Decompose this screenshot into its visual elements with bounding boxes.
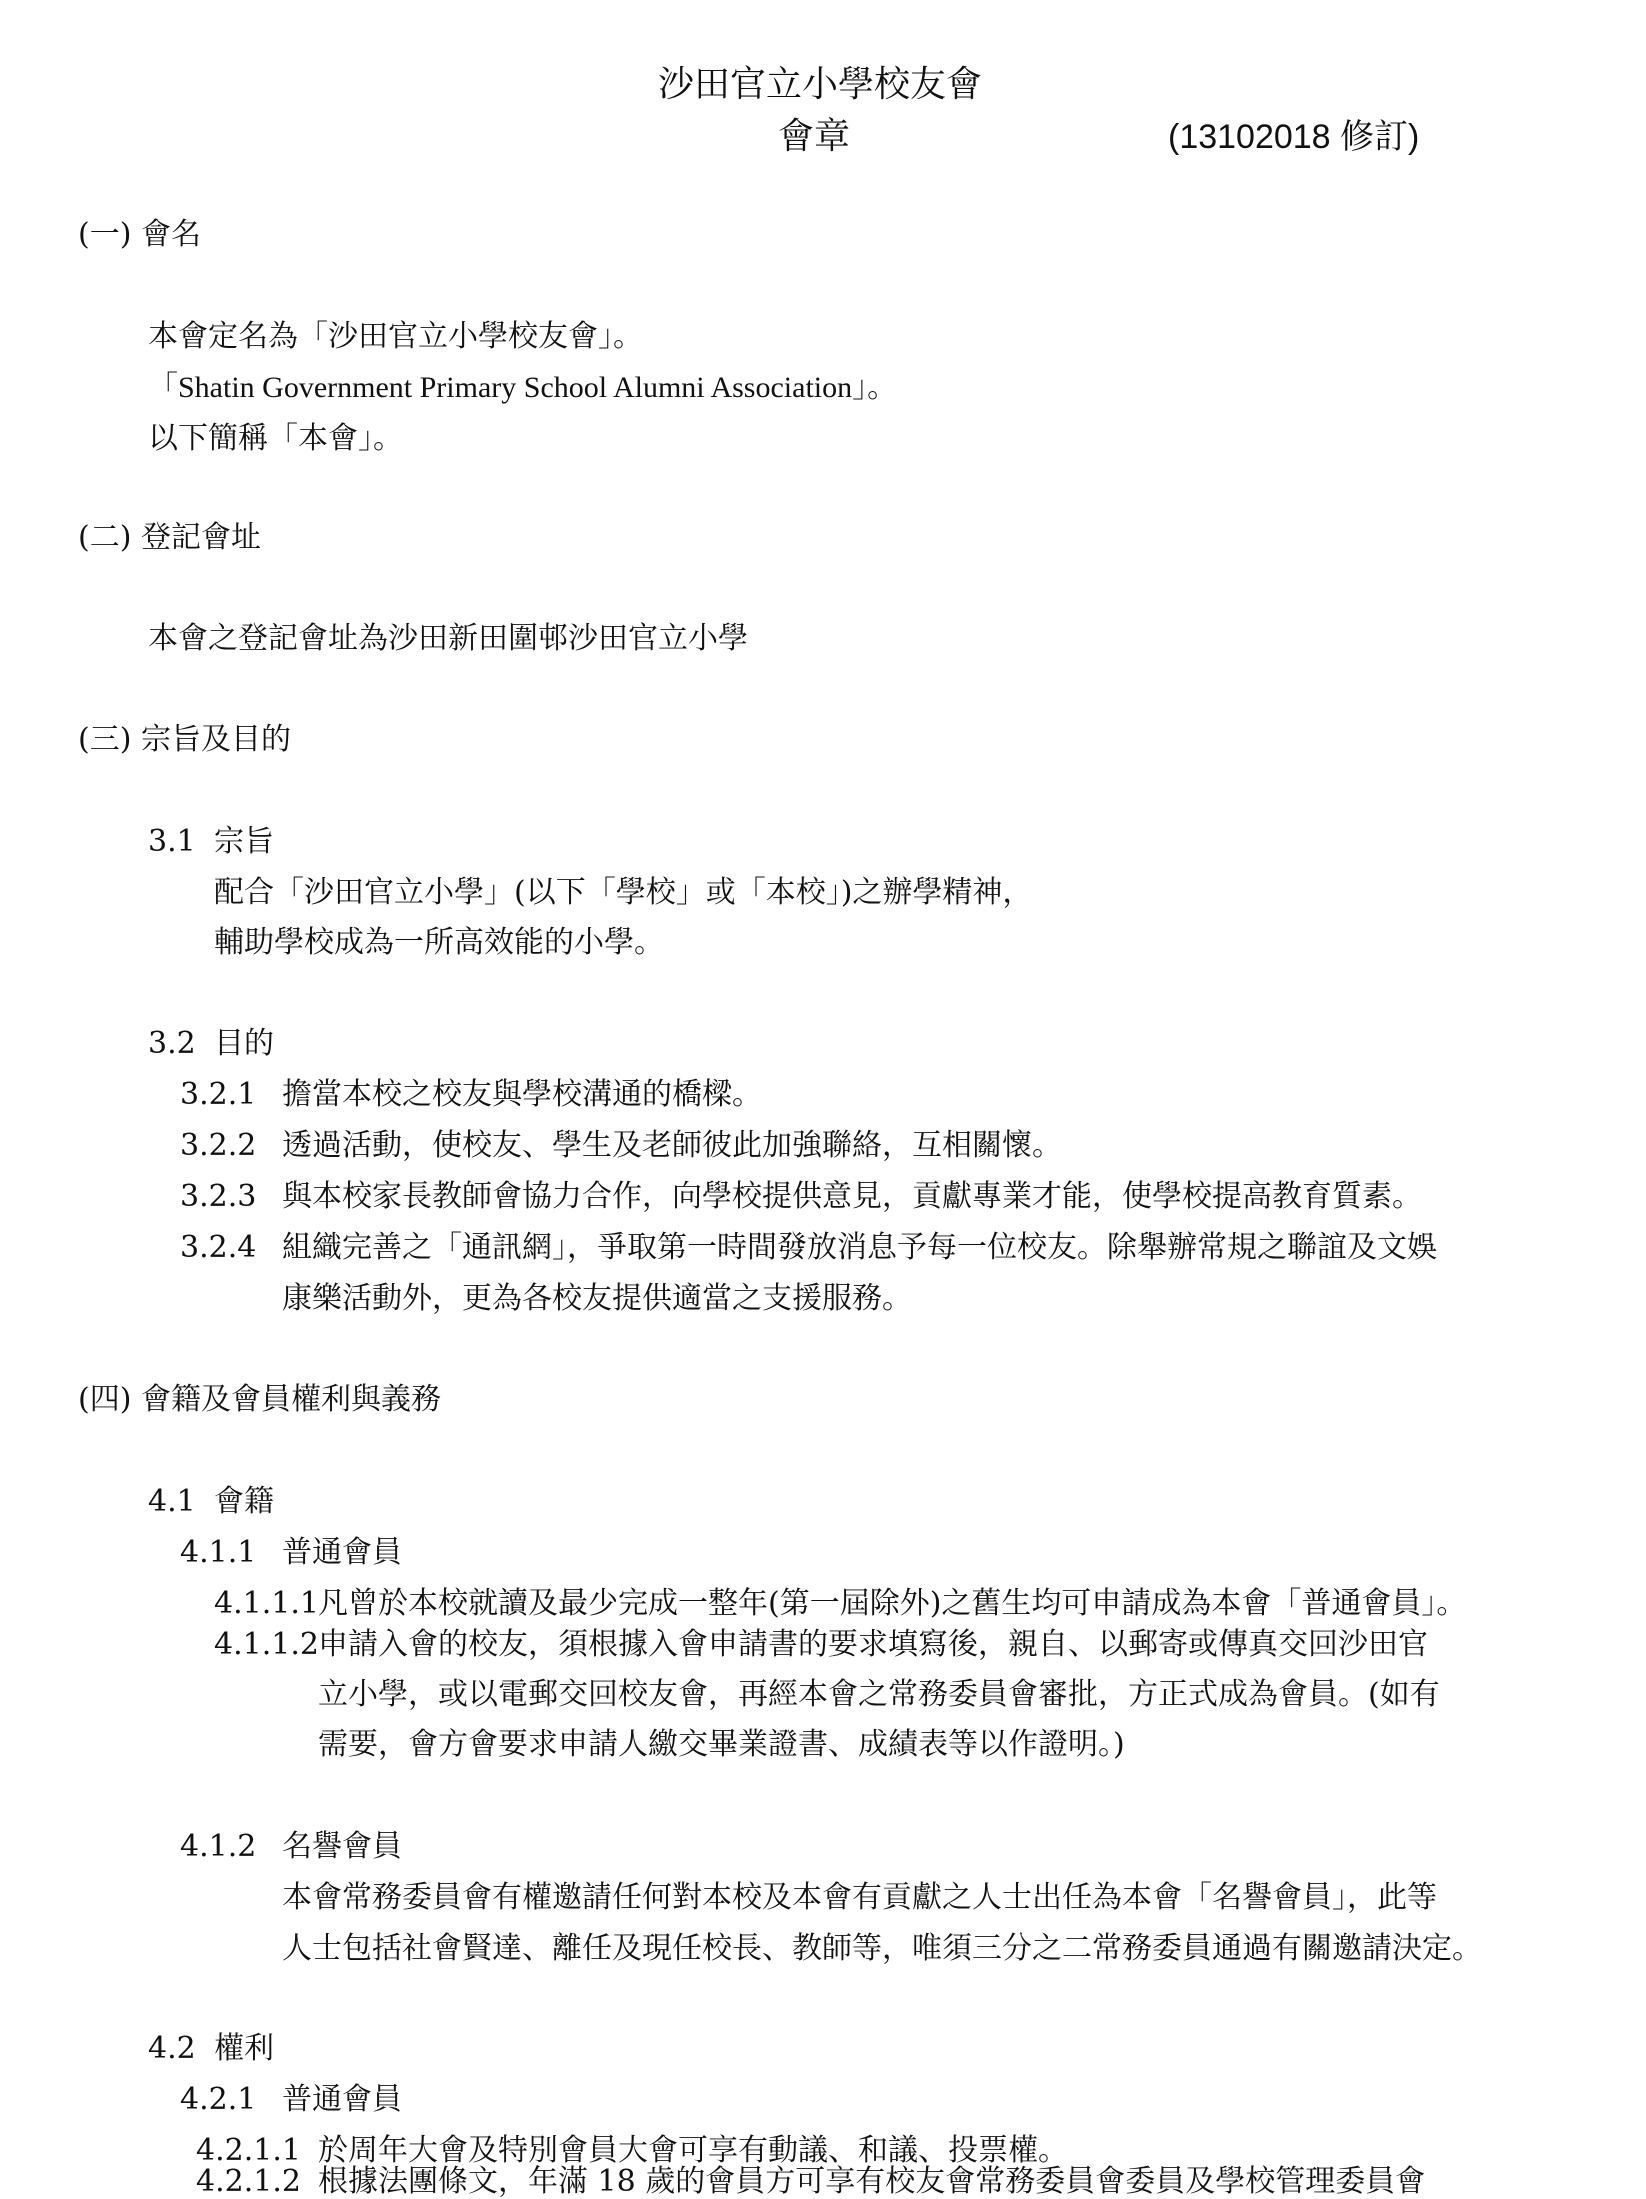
list-item-continuation: 立小學，或以電郵交回校友會，再經本會之常務委員會審批，方正式成為會員。(如有 (318, 1677, 1440, 1712)
document-subtitle: 會章 (778, 116, 851, 157)
clause-number: 3.2.3 (180, 1179, 257, 1214)
clause-number: 4.1.1.2 (214, 1627, 319, 1662)
clause-number: 4.1.2 (180, 1829, 257, 1864)
clause-title: 會籍 (214, 1484, 274, 1519)
clause-number: 4.1.1.1 (214, 1586, 319, 1621)
list-item: 凡曾於本校就讀及最少完成一整年(第一屆除外)之舊生均可申請成為本會「普通會員」。 (318, 1586, 1467, 1621)
revision-date: (13102018 修訂) (1168, 118, 1420, 156)
list-item: 透過活動，使校友、學生及老師彼此加強聯絡，互相關懷。 (282, 1128, 1062, 1163)
clause-title: 名譽會員 (282, 1829, 402, 1864)
paragraph-line: 本會常務委員會有權邀請任何對本校及本會有貢獻之人士出任為本會「名譽會員」，此等 (282, 1880, 1437, 1915)
clause-number: 3.2.1 (180, 1077, 257, 1112)
paragraph-line: 配合「沙田官立小學」(以下「學校」或「本校」)之辦學精神， (214, 875, 1033, 910)
clause-number: 3.2.2 (180, 1128, 257, 1163)
list-item-continuation: 需要，會方會要求申請人繳交畢業證書、成績表等以作證明。) (318, 1727, 1125, 1762)
section-heading: (一) 會名 (78, 217, 201, 252)
list-item: 申請入會的校友，須根據入會申請書的要求填寫後，親自、以郵寄或傳真交回沙田官 (318, 1627, 1428, 1662)
section-heading: (三) 宗旨及目的 (78, 722, 291, 757)
paragraph-line: 輔助學校成為一所高效能的小學。 (214, 925, 664, 960)
clause-title: 普通會員 (282, 1535, 402, 1570)
list-item-continuation: 康樂活動外，更為各校友提供適當之支援服務。 (282, 1281, 912, 1316)
paragraph-line: 「Shatin Government Primary School Alumni Association」。 (148, 371, 898, 404)
clause-number: 4.1.1 (180, 1535, 257, 1570)
list-item: 擔當本校之校友與學校溝通的橋樑。 (282, 1077, 762, 1112)
paragraph-line: 以下簡稱「本會」。 (148, 421, 403, 456)
clause-number: 4.2.1.1 (196, 2133, 301, 2168)
clause-title: 權利 (214, 2031, 274, 2066)
clause-title: 普通會員 (282, 2082, 402, 2117)
clause-number: 3.1 (148, 824, 196, 859)
section-heading: (二) 登記會址 (78, 520, 261, 555)
paragraph-line: 本會之登記會址為沙田新田圍邨沙田官立小學 (148, 621, 748, 656)
clause-number: 4.1 (148, 1484, 196, 1519)
list-item: 根據法團條文，年滿 18 歲的會員方可享有校友會常務委員會委員及學校管理委員會 (318, 2164, 1426, 2199)
section-heading: (四) 會籍及會員權利與義務 (78, 1382, 441, 1417)
clause-number: 4.2.1.2 (196, 2164, 301, 2199)
list-item: 組織完善之「通訊網」，爭取第一時間發放消息予每一位校友。除舉辦常規之聯誼及文娛 (282, 1230, 1437, 1265)
clause-number: 4.2 (148, 2031, 196, 2066)
clause-title: 宗旨 (214, 824, 274, 859)
document-title: 沙田官立小學校友會 (658, 64, 983, 105)
list-item: 與本校家長教師會協力合作，向學校提供意見，貢獻專業才能，使學校提高教育質素。 (282, 1179, 1422, 1214)
clause-number: 3.2 (148, 1026, 196, 1061)
paragraph-line: 人士包括社會賢達、離任及現任校長、教師等，唯須三分之二常務委員通過有關邀請決定。 (282, 1931, 1482, 1966)
clause-number: 3.2.4 (180, 1230, 257, 1265)
clause-title: 目的 (214, 1026, 274, 1061)
list-item: 於周年大會及特別會員大會可享有動議、和議、投票權。 (318, 2133, 1068, 2168)
paragraph-line: 本會定名為「沙田官立小學校友會」。 (148, 319, 643, 354)
clause-number: 4.2.1 (180, 2082, 257, 2117)
